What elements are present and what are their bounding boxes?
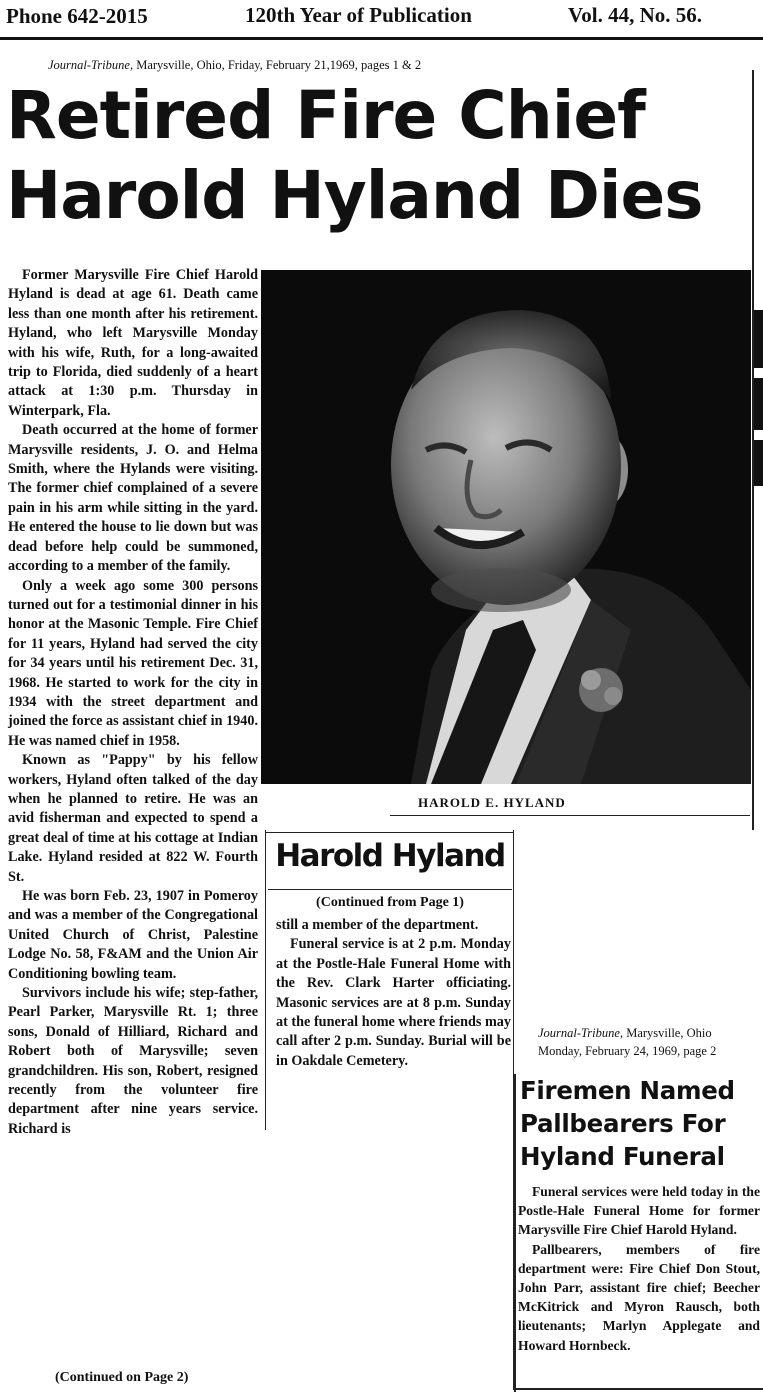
- headline: [6, 76, 746, 236]
- article-column: [8, 266, 258, 1139]
- masthead-phone: Phone 642-2015: [6, 4, 148, 28]
- masthead: [0, 0, 763, 40]
- continued-from-note: (Continued from Page 1): [316, 895, 464, 910]
- clipping-border: [514, 1388, 763, 1390]
- headline-line-1: Retired Fire Chief: [6, 77, 645, 154]
- source-paper-name: Journal-Tribune: [48, 58, 130, 72]
- source-details: , Marysville, Ohio: [619, 1026, 712, 1040]
- article-paragraph: Former Marysville Fire Chief Harold Hyland is dead at age 61. Death came less than one month after his retirement. Hyland, who left Marysville Monday with his wife, Ruth, for a long-awaited trip to Florida, died suddenly of a heart attack at 1:30 p.m. Thursday in Winterpark, Fla.: [8, 267, 258, 419]
- continued-on-note: (Continued on Page 2): [55, 1370, 189, 1385]
- followup-column: [518, 1182, 760, 1355]
- jump-column: [276, 916, 511, 1071]
- source-note-1: [48, 58, 421, 73]
- portrait-photo: [261, 270, 751, 784]
- jump-paragraph: still a member of the department.: [276, 917, 479, 933]
- followup-paragraph: Funeral services were held today in the Postle-Hale Funeral Home for former Marysville Fire Chief Harold Hyland.: [518, 1184, 760, 1238]
- article-paragraph: Only a week ago some 300 persons turned out for a testimonial dinner in his honor at the Masonic Temple. Fire Chief for 11 years, Hyland had served the city for 34 years until his retirement Dec. 31, 1968. He started to work for the city in 1934 with the street department and joined the force as assistant chief in 1940. He was named chief in 1958.: [8, 577, 258, 749]
- article-paragraph: He was born Feb. 23, 1907 in Pomeroy and was a member of the Congregational United Church of Christ, Palestine Lodge No. 58, F&AM and the Union Air Conditioning bowling team.: [8, 888, 258, 982]
- adjacent-column-fragment: [754, 280, 763, 496]
- source-paper-name: Journal-Tribune: [538, 1026, 620, 1040]
- article-paragraph: Death occurred at the home of former Marysville residents, J. O. and Helma Smith, where the Hylands were visiting. The former chief complained of a severe pain in his arm while sitting in the yard. He entered the house to lie down but was dead before help could be summoned, according to a member of the family.: [8, 422, 258, 575]
- followup-headline: Firemen Named Pallbearers For Hyland Funeral: [520, 1076, 735, 1171]
- jump-paragraph: Funeral service is at 2 p.m. Monday at the Postle-Hale Funeral Home with the Rev. Clark Harter officiating. Masonic services are at 8 p.m. Sunday at the funeral home where friends may call after 2 p.m. Sunday. Burial will be in Oakdale Cemetery.: [276, 936, 511, 1069]
- followup-paragraph: Pallbearers, members of fire department were: Fire Chief Don Stout, John Parr, assistant fire chief; Beecher McKitrick and Myron Rausch, both lieutenants; Marlyn Applegate and Howard Hornbeck.: [518, 1241, 760, 1353]
- headline-line-2: Harold Hyland Dies: [6, 157, 703, 234]
- clipping-border: [514, 1074, 516, 1392]
- source-date: Monday, February 24, 1969, page 2: [538, 1044, 717, 1058]
- portrait-illustration: [261, 270, 751, 784]
- article-paragraph: Survivors include his wife; step-father, Pearl Parker, Marysville Rt. 1; three sons, Donald of Hilliard, Richard and Robert both of Marysville; seven grandchildren. His son, Robert, resigned recently from the volunteer fire department after nine years service. Richard is: [8, 985, 258, 1137]
- article-paragraph: Known as "Pappy" by his fellow workers, Hyland often talked of the day when he planned to retire. He was an avid fisherman and expected to spend a great deal of time at his cottage at Indian Lake. Hyland resided at 822 W. Fourth St.: [8, 752, 258, 885]
- source-details: , Marysville, Ohio, Friday, February 21,1969, pages 1 & 2: [129, 58, 422, 72]
- source-note-2: [538, 1024, 763, 1060]
- photo-caption: HAROLD E. HYLAND: [418, 795, 566, 810]
- caption-rule: [390, 815, 750, 816]
- jump-top-rule: [266, 832, 514, 833]
- jump-head-rule: [268, 889, 512, 890]
- masthead-volume: Vol. 44, No. 56.: [568, 3, 702, 27]
- masthead-year: 120th Year of Publication: [245, 3, 472, 27]
- jump-headline: Harold Hyland: [275, 838, 505, 874]
- column-rule: [265, 830, 266, 1130]
